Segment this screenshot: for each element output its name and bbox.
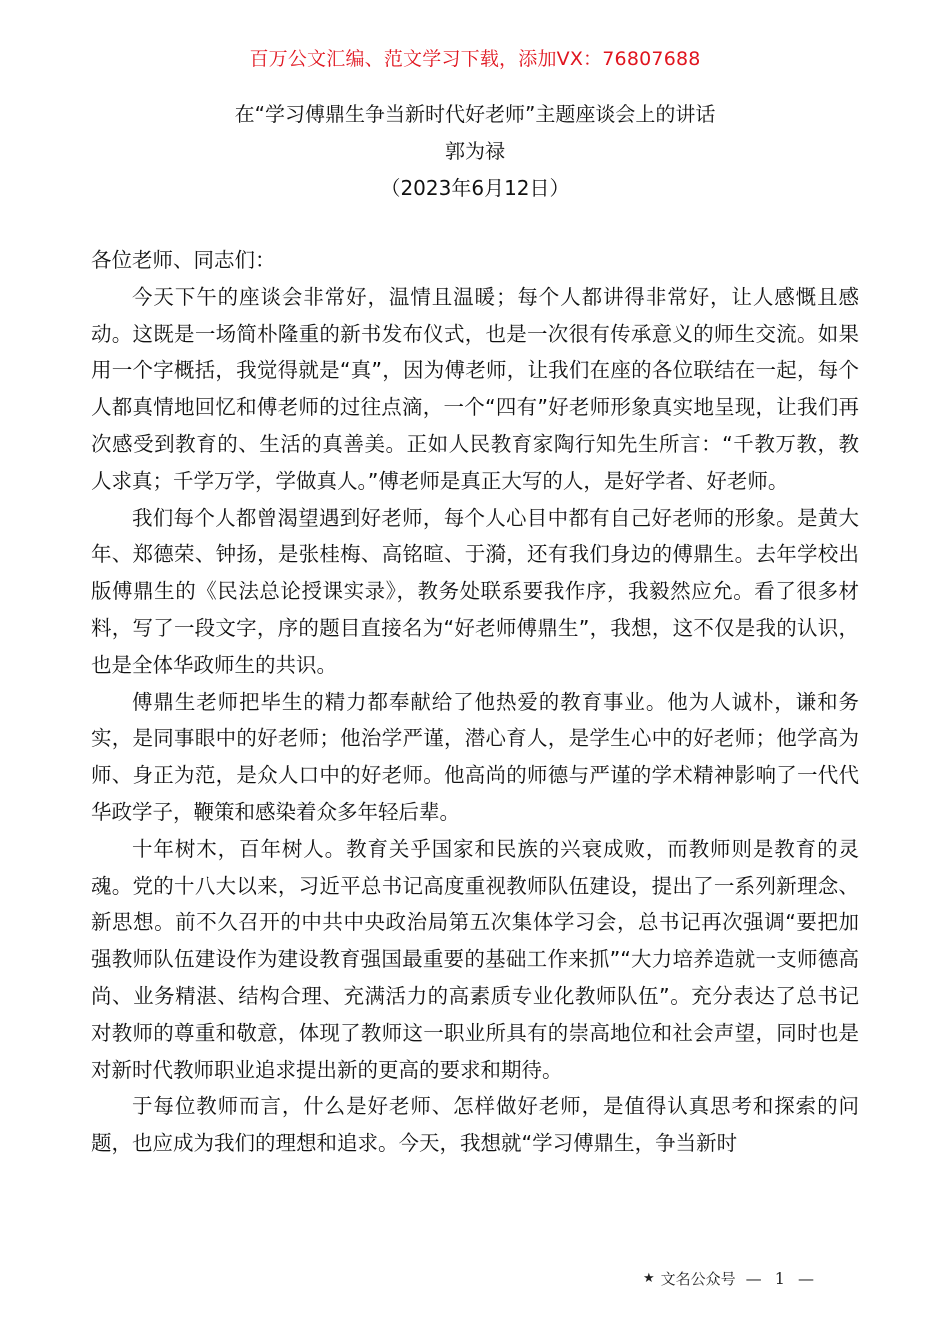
title-block — [0, 96, 950, 207]
paragraph-4: 十年树木，百年树人。教育关乎国家和民族的兴衰成败，而教师则是教育的灵魂。党的十八大以来，习近平总书记高度重视教师队伍建设，提出了一系列新理念、新思想。前不久召开的中共中央政治局第五次集体学习会，总书记再次强调“要把加强教师队伍建设作为建设教育强国最重要的基础工作来抓”“大力培养造就一支师德高尚、业务精湛、结构合理、充满活力的高素质专业化教师队伍”。充分表达了总书记对教师的尊重和敬意，体现了教师这一职业所具有的崇高地位和社会声望，同时也是对新时代教师职业追求提出新的更高的要求和期待。 — [91, 836, 859, 1082]
paragraph-2: 我们每个人都曾渴望遇到好老师，每个人心目中都有自己好老师的形象。是黄大年、郑德荣、钟扬，是张桂梅、高铭暄、于漪，还有我们身边的傅鼎生。去年学校出版傅鼎生的《民法总论授课实录》，教务处联系要我作序，我毅然应允。看了很多材料，写了一段文字，序的题目直接名为“好老师傅鼎生”，我想，这不仅是我的认识，也是全体华政师生的共识。 — [91, 505, 859, 677]
star-icon: ★ — [642, 1271, 655, 1286]
speech-author: 郭为禄 — [445, 139, 505, 163]
footer-source: 文名公众号 — [660, 1270, 736, 1288]
speech-date: （2023年6月12日） — [380, 176, 570, 200]
paragraph-3: 傅鼎生老师把毕生的精力都奉献给了他热爱的教育事业。他为人诚朴，谦和务实，是同事眼中的好老师；他治学严谨，潜心育人，是学生心中的好老师；他学高为师、身正为范，是众人口中的好老师。他高尚的师德与严谨的学术精神影响了一代代华政学子，鞭策和感染着众多年轻后辈。 — [91, 689, 859, 824]
page-footer — [643, 1268, 818, 1289]
speech-title: 在“学习傅鼎生争当新时代好老师”主题座谈会上的讲话 — [234, 102, 716, 126]
paragraph-1: 今天下午的座谈会非常好，温情且温暖；每个人都讲得非常好，让人感慨且感动。这既是一场简朴隆重的新书发布仪式，也是一次很有传承意义的师生交流。如果用一个字概括，我觉得就是“真”，因为傅老师，让我们在座的各位联结在一起，每个人都真情地回忆和傅老师的过往点滴，一个“四有”好老师形象真实地呈现，让我们再次感受到教育的、生活的真善美。正如人民教育家陶行知先生所言：“千教万教，教人求真；千学万学，学做真人。”傅老师是真正大写的人，是好学者、好老师。 — [91, 284, 859, 493]
salutation: 各位老师、同志们： — [91, 248, 276, 272]
speech-body — [91, 242, 859, 1162]
download-banner: 百万公文汇编、范文学习下载，添加VX：76807688 — [249, 48, 701, 70]
paragraph-5: 于每位教师而言，什么是好老师、怎样做好老师，是值得认真思考和探索的问题，也应成为我们的理想和追求。今天，我想就“学习傅鼎生，争当新时 — [91, 1094, 859, 1156]
page-number: — 1 — — [745, 1269, 818, 1288]
